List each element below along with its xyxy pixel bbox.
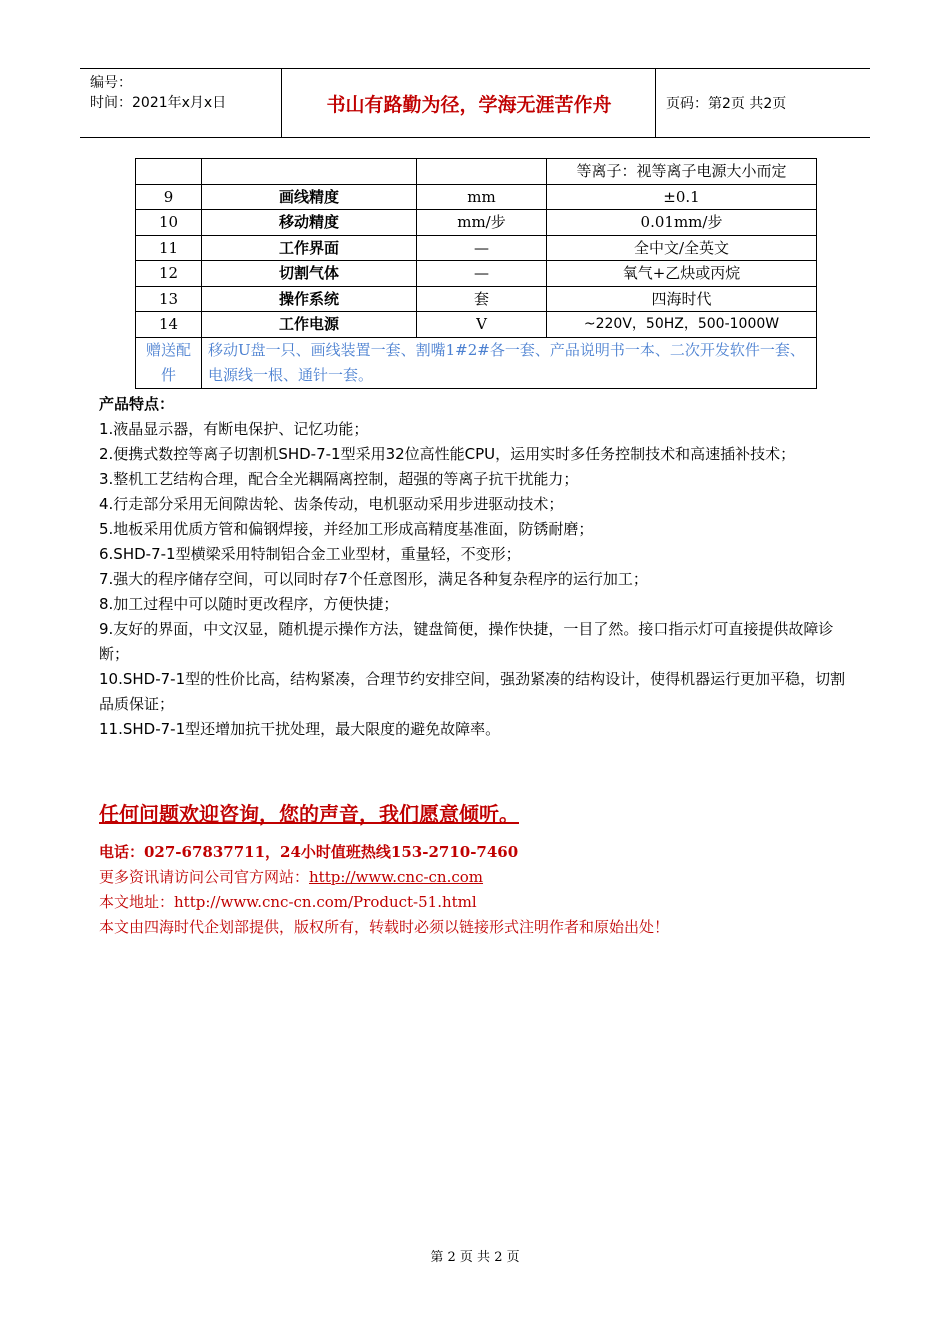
row-number: 10 — [136, 210, 202, 236]
table-row — [136, 210, 817, 236]
spec-unit: — — [417, 261, 547, 287]
table-row — [136, 184, 817, 210]
copyright-notice: 本文由四海时代企划部提供，版权所有，转载时必须以链接形式注明作者和原始出处！ — [99, 918, 670, 936]
row-number: 14 — [136, 312, 202, 338]
row-number: 9 — [136, 184, 202, 210]
table-row — [136, 286, 817, 312]
spec-value: 0.01mm/步 — [547, 210, 817, 236]
feature-item: 9.友好的界面，中文汉显，随机提示操作方法，键盘简便，操作快捷，一目了然。接口指示灯可直接提供故障诊断； — [99, 620, 834, 663]
spec-unit: — — [417, 235, 547, 261]
spec-name: 画线精度 — [202, 184, 417, 210]
table-row — [136, 235, 817, 261]
spec-value: 四海时代 — [547, 286, 817, 312]
table-row — [136, 159, 817, 185]
row-number: 12 — [136, 261, 202, 287]
page-header — [80, 68, 870, 138]
gift-row — [136, 337, 817, 388]
feature-item: 4.行走部分采用无间隙齿轮、齿条传动，电机驱动采用步进驱动技术； — [99, 495, 564, 513]
spec-unit: 套 — [417, 286, 547, 312]
spec-table — [135, 158, 817, 389]
spec-unit: mm — [417, 184, 547, 210]
spec-value: ±0.1 — [547, 184, 817, 210]
phone-line: 电话：027-67837711，24小时值班热线153-2710-7460 — [99, 843, 519, 861]
row-number: 11 — [136, 235, 202, 261]
website-link[interactable]: http://www.cnc-cn.com — [309, 868, 484, 886]
spec-value: 全中文/全英文 — [547, 235, 817, 261]
header-page-number: 页码：第2页 共2页 — [666, 96, 787, 112]
page-footer: 第 2 页 共 2 页 — [430, 1250, 520, 1265]
header-motto: 书山有路勤为径，学海无涯苦作舟 — [283, 69, 656, 137]
feature-item: 10.SHD-7-1型的性价比高，结构紧凑，合理节约安排空间，强劲紧凑的结构设计，使得机器运行更加平稳，切割品质保证； — [99, 670, 846, 713]
feature-item: 7.强大的程序储存空间，可以同时存7个任意图形，满足各种复杂程序的运行加工； — [99, 570, 648, 588]
row-number: 13 — [136, 286, 202, 312]
document-time-label: 时间：2021年x月x日 — [90, 95, 227, 111]
feature-item: 8.加工过程中可以随时更改程序，方便快捷； — [99, 595, 399, 613]
feature-item: 11.SHD-7-1型还增加抗干扰处理，最大限度的避免故障率。 — [99, 720, 501, 738]
spec-name: 切割气体 — [202, 261, 417, 287]
feature-item: 2.便携式数控等离子切割机SHD-7-1型采用32位高性能CPU，运用实时多任务控制技术和高速插补技术； — [99, 445, 796, 463]
feature-item: 3.整机工艺结构合理，配合全光耦隔离控制，超强的等离子抗干扰能力； — [99, 470, 579, 488]
feature-item: 1.液晶显示器，有断电保护、记忆功能； — [99, 420, 369, 438]
product-features — [99, 392, 859, 742]
consult-slogan: 任何问题欢迎咨询，您的声音，我们愿意倾听。 — [99, 802, 519, 826]
website-prefix: 更多资讯请访问公司官方网站： — [99, 868, 310, 886]
gift-label: 赠送配件 — [136, 337, 202, 388]
features-title: 产品特点： — [99, 395, 175, 413]
continued-note-cell: 等离子：视等离子电源大小而定 — [547, 159, 817, 185]
spec-unit: V — [417, 312, 547, 338]
spec-name: 工作电源 — [202, 312, 417, 338]
table-row — [136, 261, 817, 287]
table-row — [136, 312, 817, 338]
gift-text: 移动U盘一只、画线装置一套、割嘴1#2#各一套、产品说明书一本、二次开发软件一套、电源线一根、通针一套。 — [202, 337, 817, 388]
feature-item: 6.SHD-7-1型横梁采用特制铝合金工业型材，重量轻，不变形； — [99, 545, 521, 563]
website-line — [99, 865, 859, 890]
document-number-label: 编号： — [90, 75, 132, 91]
feature-item: 5.地板采用优质方管和偏钢焊接，并经加工形成高精度基准面，防锈耐磨； — [99, 520, 594, 538]
spec-name: 移动精度 — [202, 210, 417, 236]
contact-section — [99, 800, 859, 940]
article-address: 本文地址：http://www.cnc-cn.com/Product-51.html — [99, 893, 477, 911]
header-meta — [80, 69, 282, 137]
spec-name: 工作界面 — [202, 235, 417, 261]
spec-name: 操作系统 — [202, 286, 417, 312]
spec-value: ~220V，50HZ，500-1000W — [547, 312, 817, 338]
spec-unit: mm/步 — [417, 210, 547, 236]
spec-value: 氧气+乙炔或丙烷 — [547, 261, 817, 287]
